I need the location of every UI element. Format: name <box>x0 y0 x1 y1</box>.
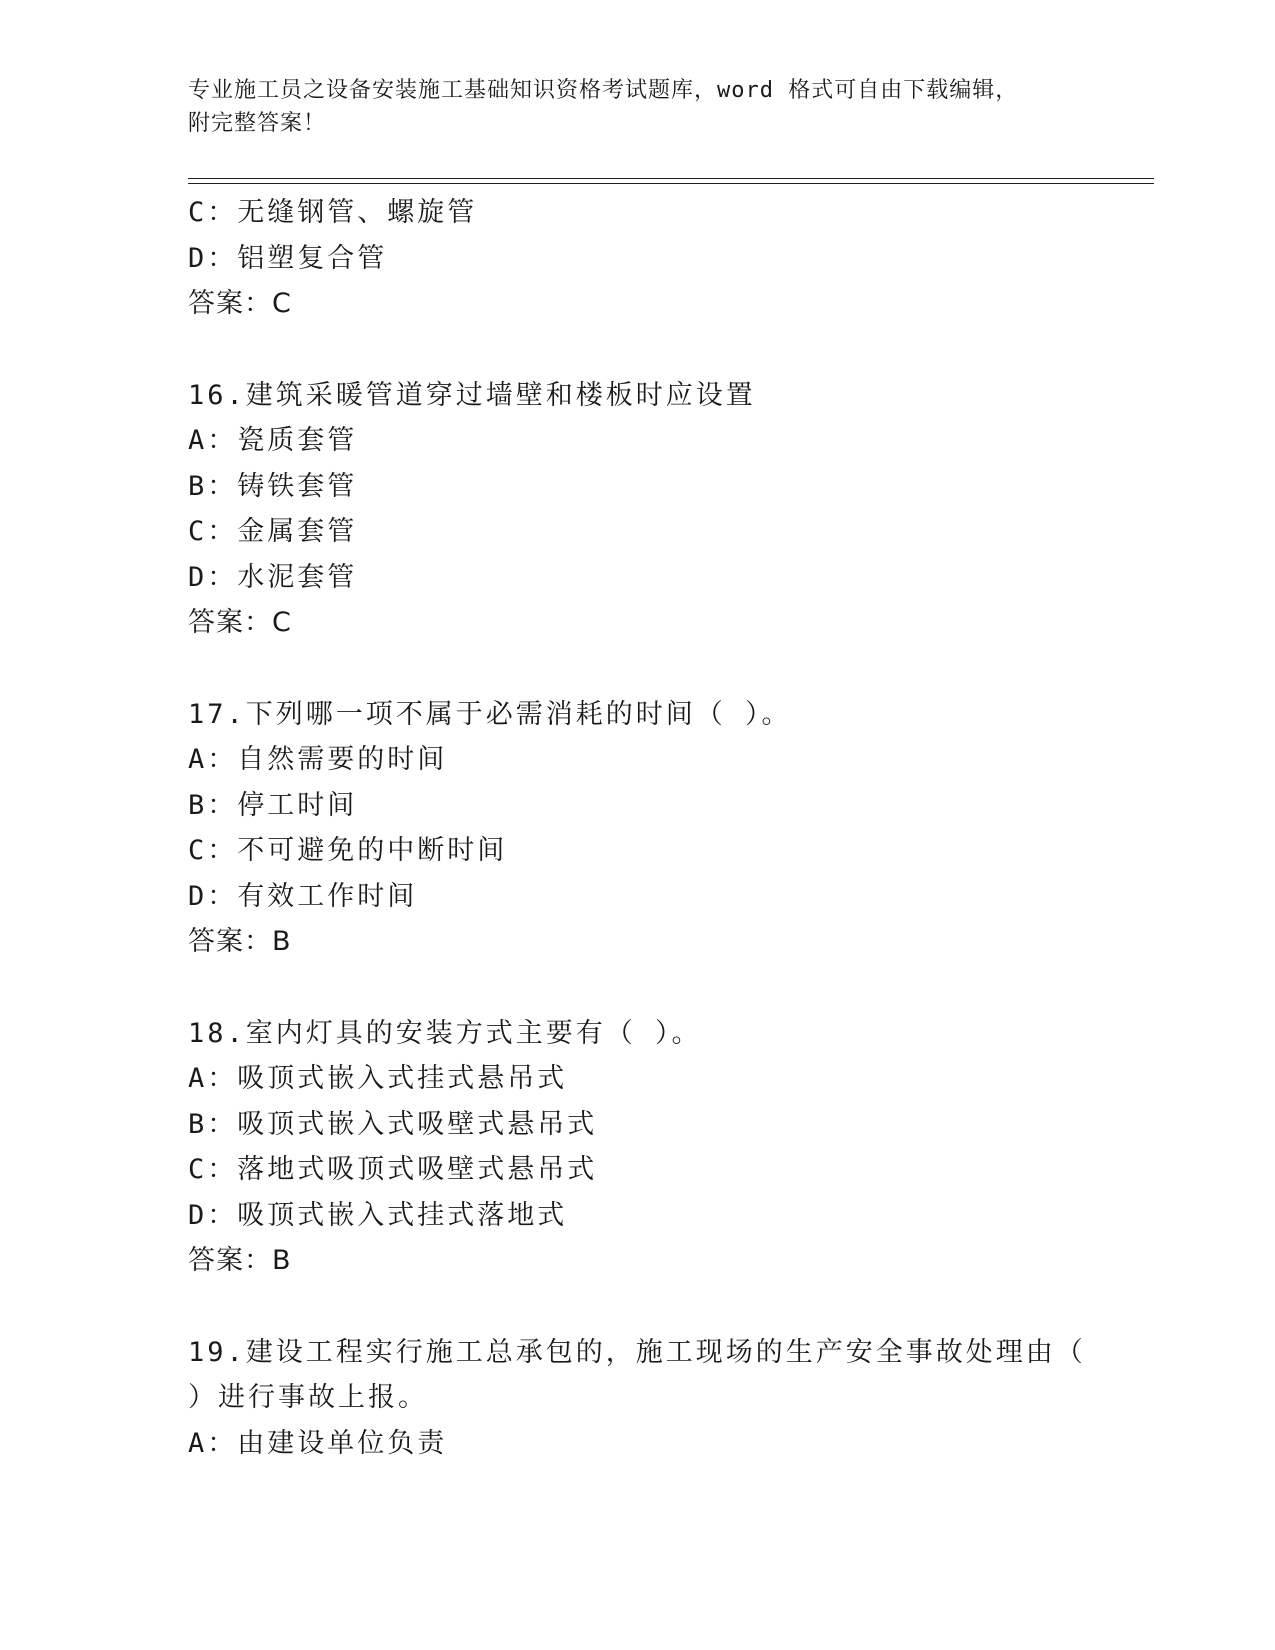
q17-option-d: D：有效工作时间 <box>188 880 418 912</box>
q17-answer: 答案：B <box>188 926 292 957</box>
q16-answer: 答案：C <box>188 607 292 638</box>
q16-option-b: B：铸铁套管 <box>188 470 358 502</box>
header-divider-bottom <box>188 183 1154 184</box>
q16-question: 16.建筑采暖管道穿过墙壁和楼板时应设置 <box>188 379 756 411</box>
q18-option-a: A：吸顶式嵌入式挂式悬吊式 <box>188 1063 568 1094</box>
q19-question-line-1: 19.建设工程实行施工总承包的，施工现场的生产安全事故处理由（ <box>188 1336 1086 1368</box>
q18-option-c: C：落地式吸顶式吸壁式悬吊式 <box>188 1154 598 1185</box>
q15-option-d: D：铝塑复合管 <box>188 242 388 274</box>
q16-option-c: C：金属套管 <box>188 516 358 547</box>
spacer <box>188 327 1154 373</box>
q17-question: 17.下列哪一项不属于必需消耗的时间（ ）。 <box>188 698 792 730</box>
q19-option-a: A：由建设单位负责 <box>188 1427 448 1459</box>
q15-option-c: C：无缝钢管、螺旋管 <box>188 197 478 228</box>
q16-option-a: A：瓷质套管 <box>188 425 358 456</box>
q17-option-b: B：停工时间 <box>188 789 358 821</box>
q18-question: 18.室内灯具的安装方式主要有（ ）。 <box>188 1017 702 1049</box>
q18-answer: 答案：B <box>188 1245 292 1276</box>
header-divider-top <box>188 178 1154 179</box>
spacer <box>188 1284 1154 1330</box>
document-header <box>188 74 1078 140</box>
question-list <box>188 190 1154 1466</box>
q15-answer: 答案：C <box>188 288 292 319</box>
spacer <box>188 965 1154 1011</box>
header-line-1: 专业施工员之设备安装施工基础知识资格考试题库，word 格式可自由下载编辑， <box>188 78 1019 103</box>
q17-option-c: C：不可避免的中断时间 <box>188 835 508 866</box>
q16-option-d: D：水泥套管 <box>188 561 358 593</box>
q19-question-line-2: ）进行事故上报。 <box>188 1382 428 1413</box>
q18-option-b: B：吸顶式嵌入式吸壁式悬吊式 <box>188 1108 598 1140</box>
q18-option-d: D：吸顶式嵌入式挂式落地式 <box>188 1199 568 1231</box>
header-line-2: 附完整答案！ <box>188 111 327 136</box>
q17-option-a: A：自然需要的时间 <box>188 744 448 775</box>
spacer <box>188 646 1154 692</box>
